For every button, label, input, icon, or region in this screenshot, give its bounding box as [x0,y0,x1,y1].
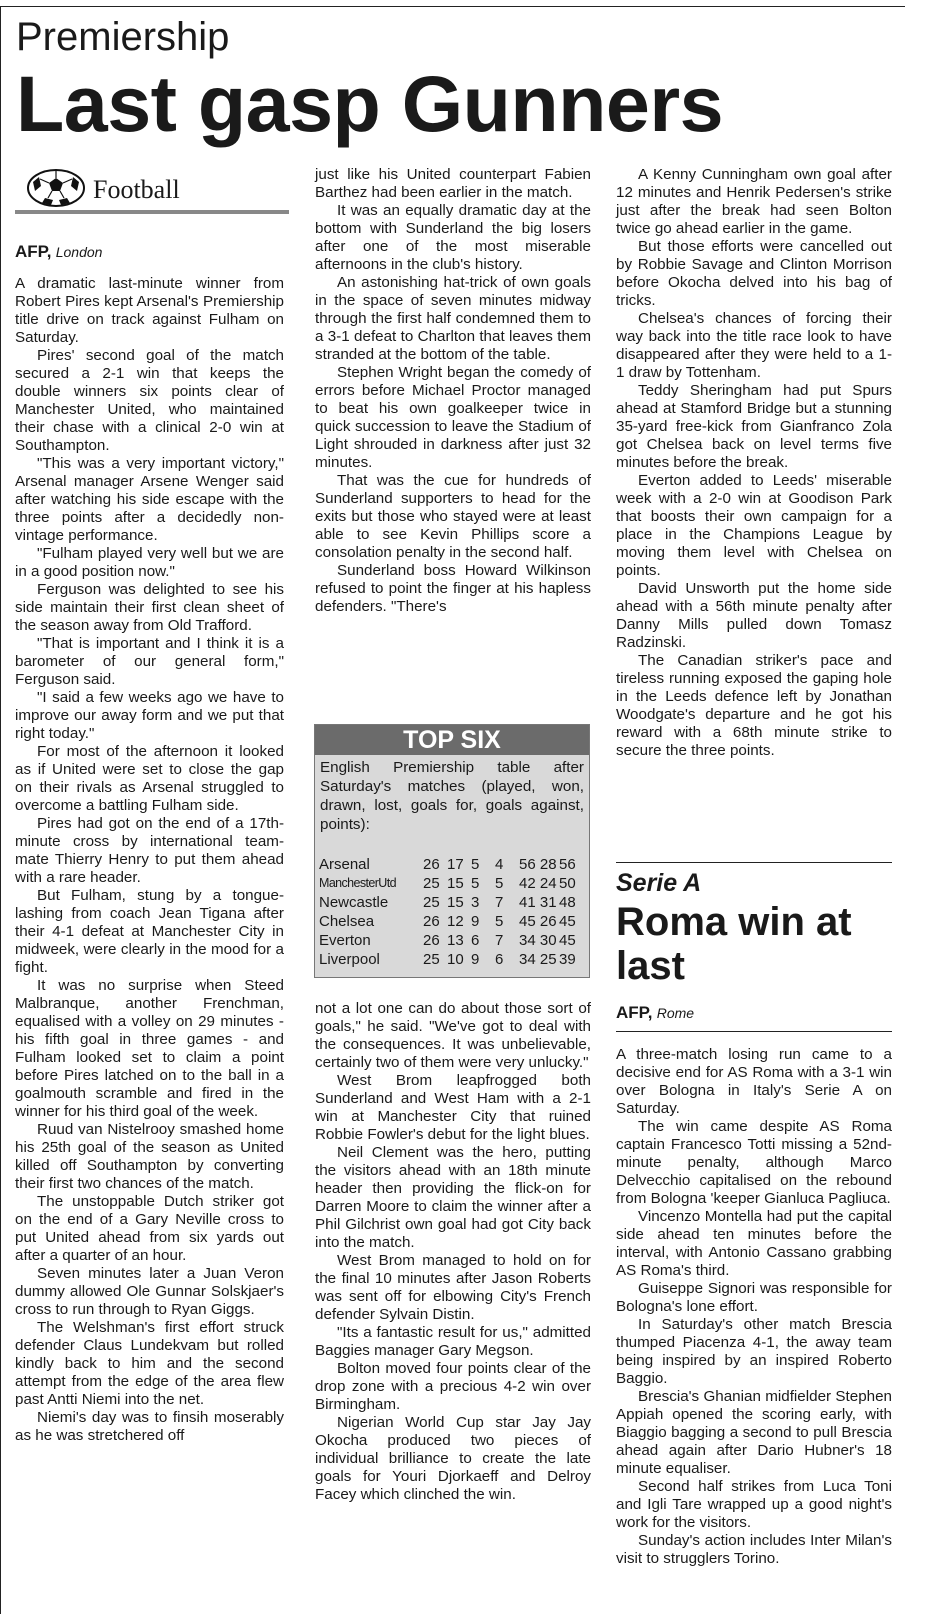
paragraph: In Saturday's other match Brescia thumped Piacenza 4-1, the away team being inspired by an inspired Roberto Baggio. [616,1316,892,1387]
byline-place: Rome [656,1005,695,1021]
goals: 41 31 [519,894,557,911]
article-column-1 [15,275,284,1445]
top-six-intro: English Premiership table after Saturday's matches (played, won, drawn, lost, goals for, goals against, points): [320,759,584,833]
byline-agency: AFP, [616,1003,653,1022]
won: 13 [447,932,464,949]
points: 48 [559,894,576,911]
points: 45 [559,932,576,949]
team-name: Chelsea [319,913,375,930]
paragraph: just like his United counterpart Fabien Barthez had been earlier in the match. [315,166,591,201]
byline-serie-a [616,1003,694,1023]
paragraph: Neil Clement was the hero, putting the visitors ahead with an 18th minute header then providing the flick-on for Darren Moore to claim the winner after a Phil Gilchrist own goal had got City back into the match. [315,1144,591,1251]
drawn: 6 [471,932,480,949]
points: 50 [559,875,576,892]
paragraph: Bolton moved four points clear of the drop zone with a precious 4-2 win over Birmingham. [315,1360,591,1413]
team-name: ManchesterUtd [319,876,396,890]
serie-a-headline: Roma win at last [616,900,852,988]
paragraph: Sunderland boss Howard Wilkinson refused to point the finger at his hapless defenders. "There's [315,562,591,615]
team-name: Arsenal [319,856,370,873]
serie-a-article [616,1046,892,1568]
paragraph: Pires' second goal of the match secured a 2-1 win that keeps the double winners six points clear of Manchester United, who maintained their chase with a clinical 2-0 win at Southampton. [15,347,284,454]
won: 15 [447,875,464,892]
played: 25 [423,875,440,892]
article-column-3-top [616,166,892,760]
played: 26 [423,932,440,949]
won: 12 [447,913,464,930]
played: 26 [423,856,440,873]
page-headline: Last gasp Gunners [16,59,724,148]
paragraph: The unstoppable Dutch striker got on the end of a Gary Neville cross to put United ahead from six yards out after a quarter of an hour. [15,1193,284,1264]
paragraph: "This was a very important victory," Arsenal manager Arsene Wenger said after watching his side escape with the three points after a decidedly non-vintage performance. [15,455,284,544]
paragraph: Chelsea's chances of forcing their way back into the title race look to have disappeared after they were held to a 1-1 draw by Tottenham. [616,310,892,381]
played: 26 [423,913,440,930]
points: 56 [559,856,576,873]
byline-place: London [55,244,103,260]
paragraph: It was an equally dramatic day at the bottom with Sunderland the big losers after one of the most miserable afternoons in the club's history. [315,202,591,273]
football-icon [25,168,87,208]
paragraph: Vincenzo Montella had put the capital side ahead ten minutes before the interval, with Antonio Cassano grabbing AS Roma's third. [616,1208,892,1279]
paragraph: That was the cue for hundreds of Sunderland supporters to head for the exits but those who stayed were at least able to see Kevin Phillips score a consolation penalty in the second half. [315,472,591,561]
won: 15 [447,894,464,911]
lost: 4 [495,856,504,873]
serie-a-top-rule [616,862,892,863]
byline-main [15,242,102,262]
table-row [319,874,589,893]
paragraph: "Fulham played very well but we are in a good position now." [15,545,284,580]
team-name: Liverpool [319,951,380,968]
section-rule [15,210,289,214]
section-kicker: Premiership [16,15,230,59]
goals: 45 26 [519,913,557,930]
goals: 42 24 [519,875,557,892]
top-six-title: TOP SIX [315,725,589,755]
top-six-table-box [314,724,590,978]
paragraph: West Brom leapfrogged both Sunderland and West Ham with a 2-1 win at Manchester City that ruined Robbie Fowler's debut for the light blues. [315,1072,591,1143]
serie-a-kicker: Serie A [616,869,702,897]
paragraph: An astonishing hat-trick of own goals in the space of seven minutes midway through the first half condemned them to a 3-1 defeat to Charlton that leaves them stranded at the bottom of the table. [315,274,591,363]
standings-table [319,855,589,969]
paragraph: "Its a fantastic result for us," admitted Baggies manager Gary Megson. [315,1324,591,1359]
left-rule [0,6,1,1614]
paragraph: Stephen Wright began the comedy of errors before Michael Proctor managed to beat his own goalkeeper twice in quick succession to leave the Stadium of Light shrouded in darkness after just 32 minutes. [315,364,591,471]
lost: 5 [495,913,504,930]
won: 17 [447,856,464,873]
played: 25 [423,951,440,968]
team-name: Newcastle [319,894,389,911]
section-label-football [15,168,289,216]
byline-agency: AFP, [15,242,52,261]
paragraph: Seven minutes later a Juan Veron dummy allowed Ole Gunnar Solskjaer's cross to run through to Ryan Giggs. [15,1265,284,1318]
paragraph: The Welshman's first effort struck defender Claus Lundekvam but rolled kindly back to him and the second attempt from the edge of the area flew past Antti Niemi into the net. [15,1319,284,1408]
won: 10 [447,951,464,968]
paragraph: Teddy Sheringham had put Spurs ahead at Stamford Bridge but a stunning 35-yard free-kick from Gianfranco Zola got Chelsea back on level terms five minutes before the break. [616,382,892,471]
paragraph: Everton added to Leeds' miserable week with a 2-0 win at Goodison Park that boosts their own campaign for a place in the Champions League by moving them level with Chelsea on points. [616,472,892,579]
paragraph: But Fulham, stung by a tongue-lashing from coach Jean Tigana after their 4-1 defeat at Manchester City in midweek, were clearly in the mood for a fight. [15,887,284,976]
top-rule [0,6,905,7]
goals: 56 28 [519,856,557,873]
drawn: 5 [471,875,480,892]
paragraph: Ferguson was delighted to see his side maintain their first clean sheet of the season away from Old Trafford. [15,581,284,634]
paragraph: The Canadian striker's pace and tireless running exposed the gaping hole in the Leeds defence left by Jonathan Woodgate's departure and he got his reward with a 68th minute strike to secure the three points. [616,652,892,759]
drawn: 9 [471,913,480,930]
drawn: 9 [471,951,480,968]
table-row [319,855,589,874]
paragraph: A dramatic last-minute winner from Robert Pires kept Arsenal's Premiership title drive on track against Fulham on Saturday. [15,275,284,346]
paragraph: Sunday's action includes Inter Milan's visit to strugglers Torino. [616,1532,892,1567]
paragraph: "I said a few weeks ago we have to improve our away form and we put that right today." [15,689,284,742]
paragraph: West Brom managed to hold on for the final 10 minutes after Jason Roberts was sent off for elbowing City's French defender Sylvain Distin. [315,1252,591,1323]
lost: 5 [495,875,504,892]
paragraph: David Unsworth put the home side ahead with a 56th minute penalty after Danny Mills pulled down Tomasz Radzinski. [616,580,892,651]
points: 45 [559,913,576,930]
paragraph: It was no surprise when Steed Malbranque, another Frenchman, equalised with a volley on 29 minutes - his fifth goal in three games - and Fulham looked set to claim a point before Pires latched on to the ball in a goalmouth scramble and fired in the winner for his third goal of the week. [15,977,284,1120]
paragraph: Nigerian World Cup star Jay Jay Okocha produced two pieces of individual brilliance to create the late goals for Youri Djorkaeff and Delroy Facey which clinched the win. [315,1414,591,1503]
serie-a-byline-rule [616,1031,892,1032]
lost: 7 [495,894,504,911]
paragraph: A three-match losing run came to a decisive end for AS Roma with a 3-1 win over Bologna in Italy's Serie A on Saturday. [616,1046,892,1117]
paragraph: But those efforts were cancelled out by Robbie Savage and Clinton Morrison before Okocha delved into his bag of tricks. [616,238,892,309]
paragraph: A Kenny Cunningham own goal after 12 minutes and Henrik Pedersen's strike just after the break had seen Bolton twice go ahead earlier in the game. [616,166,892,237]
paragraph: The win came despite AS Roma captain Francesco Totti missing a 52nd-minute penalty, although Marco Delvecchio capitalised on the rebound from Bologna 'keeper Gianluca Pagliuca. [616,1118,892,1207]
paragraph: Second half strikes from Luca Toni and Igli Tare wrapped up a good night's work for the visitors. [616,1478,892,1531]
goals: 34 30 [519,932,557,949]
table-row [319,912,589,931]
table-row [319,893,589,912]
section-label-text: Football [93,175,180,204]
paragraph: Pires had got on the end of a 17th-minute cross by international team-mate Thierry Henry to put them ahead with a rare header. [15,815,284,886]
paragraph: Guiseppe Signori was responsible for Bologna's lone effort. [616,1280,892,1315]
paragraph: Ruud van Nistelrooy smashed home his 25th goal of the season as United killed off Southampton by converting their first two chances of the match. [15,1121,284,1192]
article-column-2-bottom [315,1000,591,1504]
goals: 34 25 [519,951,557,968]
lost: 7 [495,932,504,949]
table-row [319,950,589,969]
paragraph: not a lot one can do about those sort of goals," he said. "We've got to deal with the consequences. It was unbelievable, certainly two of them were very unlucky." [315,1000,591,1071]
team-name: Everton [319,932,371,949]
paragraph: "That is important and I think it is a barometer of our general form," Ferguson said. [15,635,284,688]
table-row [319,931,589,950]
article-column-2-top [315,166,591,616]
lost: 6 [495,951,504,968]
paragraph: Niemi's day was to finsih moserably as he was stretchered off [15,1409,284,1444]
paragraph: Brescia's Ghanian midfielder Stephen Appiah opened the scoring early, with Biaggio bagging a second to pull Brescia ahead again after Dario Hubner's 18 minute equaliser. [616,1388,892,1477]
drawn: 5 [471,856,480,873]
drawn: 3 [471,894,480,911]
points: 39 [559,951,576,968]
played: 25 [423,894,440,911]
paragraph: For most of the afternoon it looked as if United were set to close the gap on their rivals as Arsenal struggled to overcome a battling Fulham side. [15,743,284,814]
